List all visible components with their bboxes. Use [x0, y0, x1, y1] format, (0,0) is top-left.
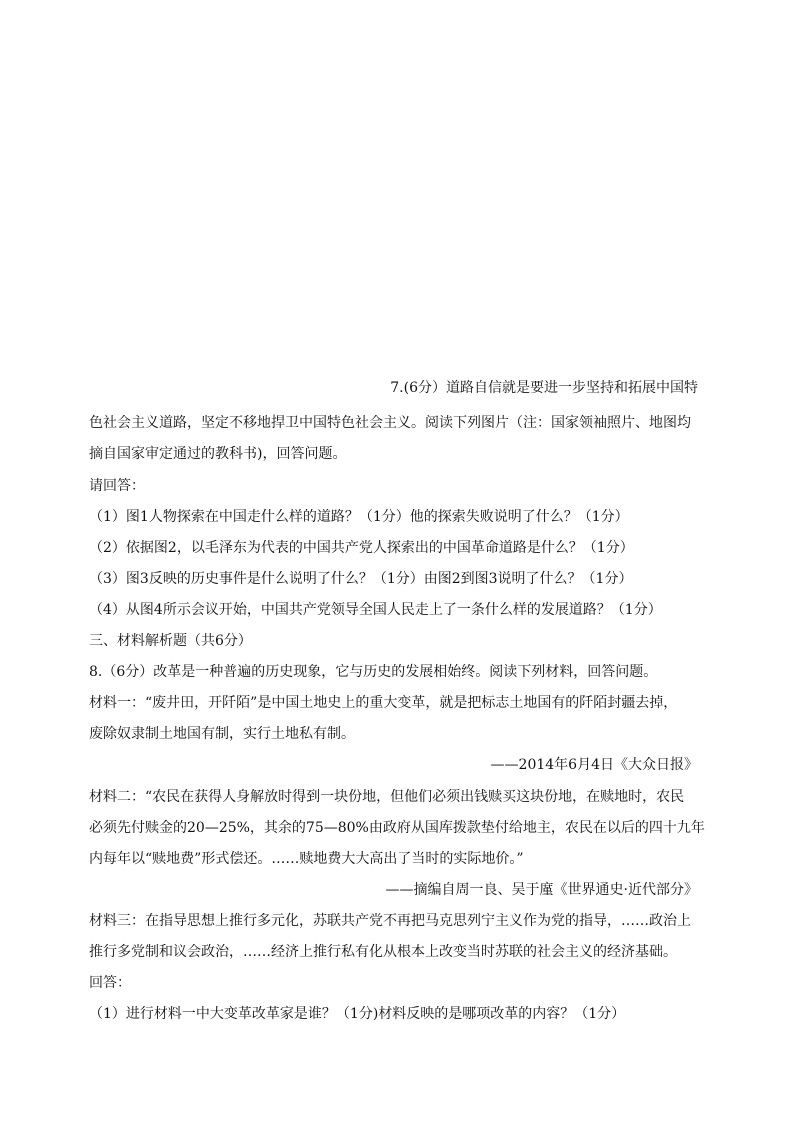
question-8-sub-1: （1）进行材料一中大变革改革家是谁？（1分)材料反映的是哪项改革的内容？（1分）: [89, 1006, 626, 1022]
question-7-text-line-2: 色社会主义道路，坚定不移地捍卫中国特色社会主义。阅读下列图片（注：国家领袖照片、地图均: [89, 415, 691, 431]
question-7-answer-prompt: 请回答：: [89, 478, 145, 494]
question-8-answer-prompt: 回答：: [89, 975, 131, 991]
question-7-header: 7.(6分）道路自信就是要进一步坚持和拓展中国特: [390, 380, 698, 396]
question-7-sub-3: （3）图3反映的历史事件是什么说明了什么？（1分）由图2到图3说明了什么？（1分）: [89, 571, 633, 587]
question-7-sub-4: （4）从图4所示会议开始，中国共产党领导全国人民走上了一条什么样的发展道路？（1分）: [89, 602, 662, 618]
material-3-line-1: 材料三：在指导思想上推行多元化，苏联共产党不再把马克思列宁主义作为党的指导，……政治上: [89, 913, 691, 929]
question-7-text-line-3: 摘自国家审定通过的教科书)，回答问题。: [89, 446, 347, 462]
material-1-line-1: 材料一：“废井田，开阡陌”是中国土地史上的重大变革，就是把标志土地国有的阡陌封疆去掉，: [89, 695, 678, 711]
material-2-line-3: 内每年以“赎地费”形式偿还。……赎地费大大高出了当时的实际地价。”: [89, 851, 524, 867]
material-1-line-2: 废除奴隶制土地国有制，实行土地私有制。: [89, 726, 355, 742]
question-8-intro: 8.（6分）改革是一种普遍的历史现象，它与历史的发展相始终。阅读下列材料，回答问题。: [89, 664, 658, 680]
material-2-line-2: 必须先付赎金的20—25%，其余的75—80%由政府从国库拨款垫付给地主，农民在以后的四十九年: [89, 820, 705, 836]
question-7-sub-1: （1）图1人物探索在中国走什么样的道路？（1分）他的探索失败说明了什么？（1分）: [89, 509, 629, 525]
material-1-source: ——2014年6月4日《大众日报》: [490, 757, 698, 773]
material-2-source: ——摘编自周一良、吴于廑《世界通史·近代部分》: [385, 882, 698, 898]
question-7-sub-2: （2）依据图2，以毛泽东为代表的中国共产党人探索出的中国革命道路是什么？（1分）: [89, 540, 634, 556]
material-2-line-1: 材料二：“农民在获得人身解放时得到一块份地，但他们必须出钱赎买这块份地，在赎地时，农民: [89, 789, 685, 805]
material-3-line-2: 推行多党制和议会政治，……经济上推行私有化从根本上改变当时苏联的社会主义的经济基础。: [89, 944, 677, 960]
section-3-heading: 三、材料解析题（共6分）: [89, 633, 252, 649]
